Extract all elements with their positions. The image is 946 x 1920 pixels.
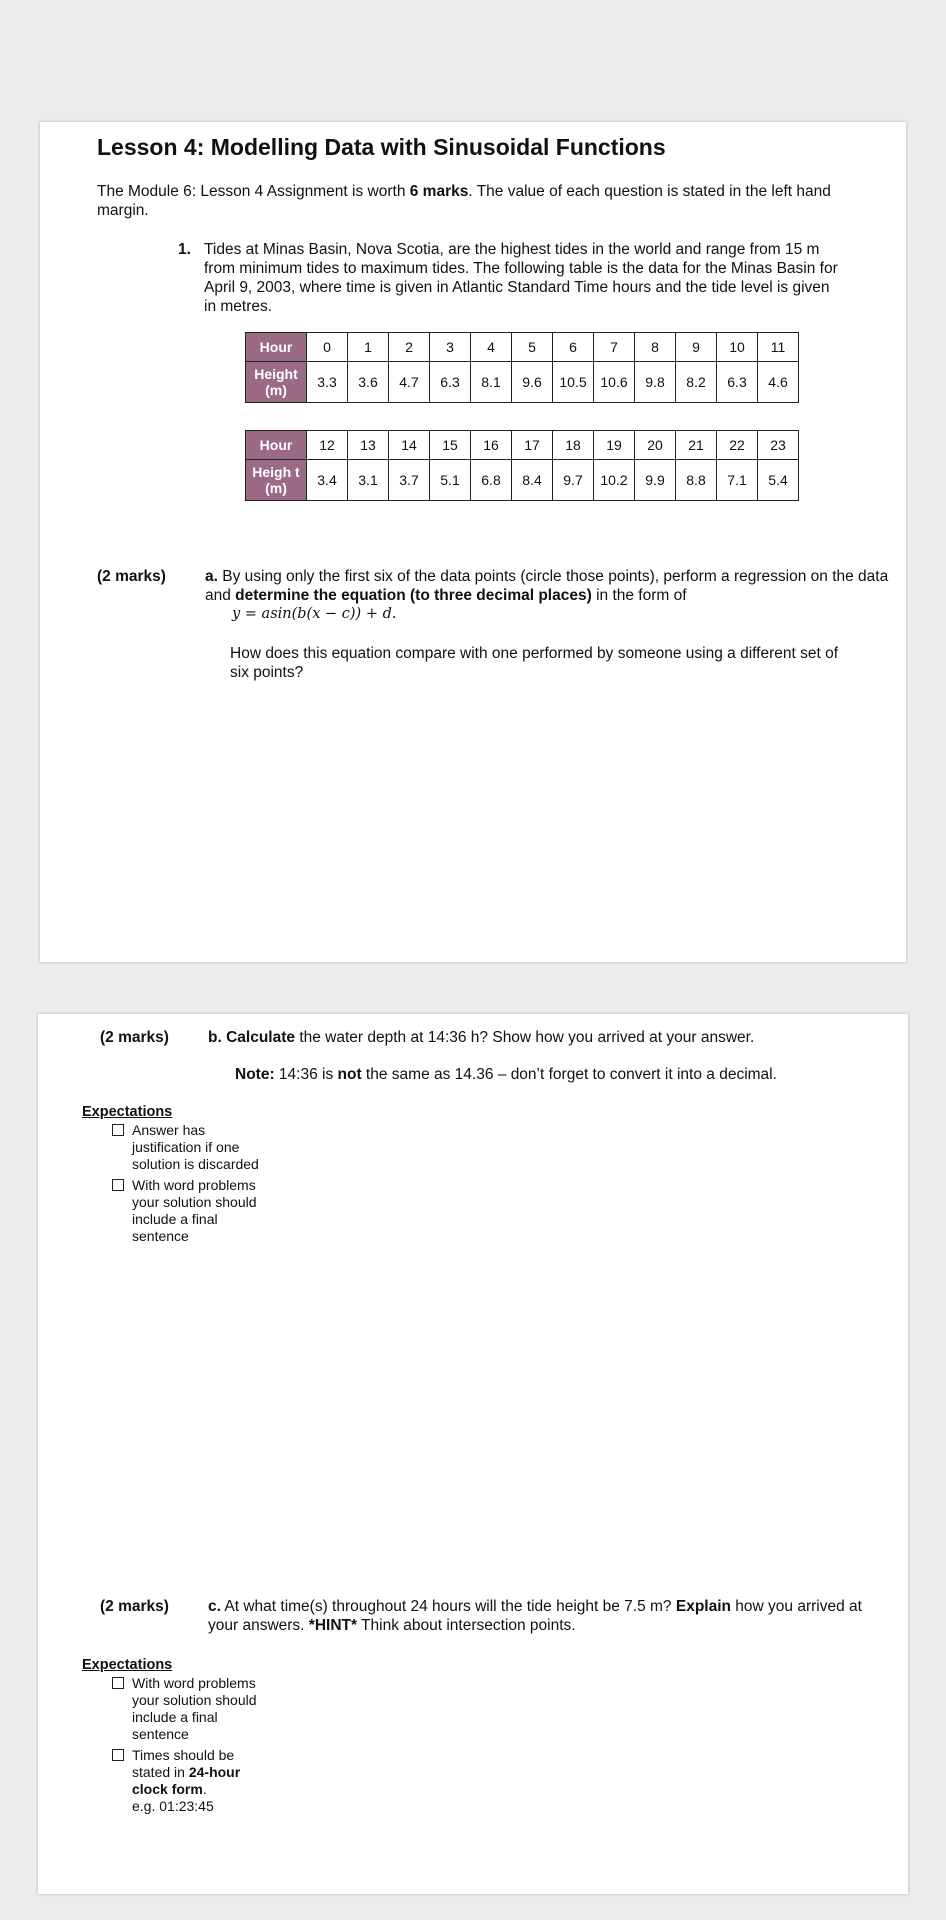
question-b-text — [208, 1028, 868, 1047]
table-cell-hour: 10 — [717, 333, 758, 362]
table-cell-height: 4.6 — [758, 362, 799, 403]
table-header-hour: Hour — [246, 431, 307, 460]
question-a-formula: y = asin(b(x − c)) + d. — [232, 606, 397, 622]
table-cell-height: 5.4 — [758, 460, 799, 501]
table-cell-hour: 16 — [471, 431, 512, 460]
table-cell-height: 9.6 — [512, 362, 553, 403]
table-cell-height: 6.3 — [717, 362, 758, 403]
question-c-text-1: At what time(s) throughout 24 hours will the tide height be 7.5 m? — [220, 1598, 676, 1615]
question-b-letter: b. — [208, 1029, 222, 1046]
expectations-heading: Expectations — [82, 1657, 173, 1673]
intro-text: The Module 6: Lesson 4 Assignment is worth — [97, 183, 410, 200]
tide-table-hours-12-23 — [245, 430, 799, 501]
table-row-heights — [246, 362, 799, 403]
table-cell-height: 5.1 — [430, 460, 471, 501]
question-b-marks: (2 marks) — [100, 1029, 169, 1046]
table-cell-height: 9.9 — [635, 460, 676, 501]
table-cell-hour: 15 — [430, 431, 471, 460]
table-cell-hour: 17 — [512, 431, 553, 460]
expectation-text: With word problems your solution should include a final sentence — [132, 1177, 257, 1244]
question-1-number: 1. — [178, 241, 191, 258]
table-cell-height: 7.1 — [717, 460, 758, 501]
expectation-item — [112, 1675, 272, 1743]
table-cell-height: 10.5 — [553, 362, 594, 403]
table-cell-height: 6.3 — [430, 362, 471, 403]
question-c-bold-explain: Explain — [675, 1598, 731, 1615]
document-page-2 — [38, 1014, 908, 1894]
table-header-height: Height (m) — [246, 362, 307, 403]
note-bold: not — [337, 1066, 362, 1083]
table-cell-hour: 22 — [717, 431, 758, 460]
question-b-text-body: the water depth at 14:36 h? Show how you arrived at your answer. — [295, 1029, 755, 1046]
expectation-example: e.g. 01:23:45 — [132, 1798, 214, 1814]
table-cell-hour: 18 — [553, 431, 594, 460]
table-cell-hour: 8 — [635, 333, 676, 362]
table-header-height: Heigh t (m) — [246, 460, 307, 501]
table-cell-height: 8.8 — [676, 460, 717, 501]
table-cell-height: 9.8 — [635, 362, 676, 403]
question-a-letter: a. — [205, 568, 218, 585]
note-text-2: the same as 14.36 – don’t forget to convert it into a decimal. — [361, 1066, 777, 1083]
checkbox-icon[interactable] — [112, 1677, 124, 1689]
note-label: Note: — [235, 1066, 275, 1083]
question-a-text — [205, 567, 895, 605]
intro-paragraph — [97, 182, 867, 220]
table-cell-hour: 0 — [307, 333, 348, 362]
table-cell-height: 8.2 — [676, 362, 717, 403]
table-cell-height: 10.2 — [594, 460, 635, 501]
table-cell-hour: 1 — [348, 333, 389, 362]
expectation-text: Answer has justification if one solution is discarded — [132, 1122, 259, 1172]
intro-bold-marks: 6 marks — [409, 183, 469, 200]
question-c-bold-hint: *HINT* — [308, 1617, 358, 1634]
question-a-text-1: By using only the first six of the data points (circle those points), perform a regression on the data and — [205, 568, 889, 604]
table-cell-height: 8.1 — [471, 362, 512, 403]
note-text-1: 14:36 is — [274, 1066, 338, 1083]
table-cell-height: 3.4 — [307, 460, 348, 501]
table-cell-height: 6.8 — [471, 460, 512, 501]
question-b-bold: Calculate — [226, 1029, 296, 1046]
question-a-marks: (2 marks) — [97, 568, 166, 585]
table-cell-height: 3.7 — [389, 460, 430, 501]
expectation-item — [112, 1747, 272, 1815]
table-cell-hour: 6 — [553, 333, 594, 362]
intro-text-end: . The value of each question is stated in the left hand margin. — [97, 183, 831, 219]
table-cell-hour: 9 — [676, 333, 717, 362]
expectation-item — [112, 1177, 272, 1245]
question-a-bold: determine the equation (to three decimal places) — [235, 587, 592, 604]
table-cell-hour: 5 — [512, 333, 553, 362]
table-cell-hour: 19 — [594, 431, 635, 460]
table-cell-hour: 20 — [635, 431, 676, 460]
question-1-text: Tides at Minas Basin, Nova Scotia, are the highest tides in the world and range from 15 m from minimum tides to maximum tides. The following table is the data for the Minas Basin for April 9, 2003, where time is given in Atlantic Standard Time hours and the tide level is given in metres. — [204, 241, 838, 315]
table-cell-hour: 7 — [594, 333, 635, 362]
expectations-list-b — [112, 1122, 272, 1245]
table-header-hour: Hour — [246, 333, 307, 362]
question-a-followup: How does this equation compare with one performed by someone using a different set of six points? — [230, 645, 839, 681]
question-a-text-2: in the form of — [591, 587, 687, 604]
table-cell-height: 3.1 — [348, 460, 389, 501]
note-line — [235, 1065, 875, 1084]
table-cell-height: 4.7 — [389, 362, 430, 403]
expectation-text-bold: 24-hour clock form — [132, 1764, 241, 1797]
table-cell-height: 10.6 — [594, 362, 635, 403]
question-c-text — [208, 1597, 868, 1635]
question-c-text-3: Think about intersection points. — [357, 1617, 576, 1634]
table-cell-hour: 3 — [430, 333, 471, 362]
checkbox-icon[interactable] — [112, 1749, 124, 1761]
expectations-heading: Expectations — [82, 1104, 173, 1120]
expectation-text-pre: Times should be stated in — [132, 1747, 235, 1780]
table-cell-hour: 12 — [307, 431, 348, 460]
table-cell-height: 8.4 — [512, 460, 553, 501]
table-cell-hour: 4 — [471, 333, 512, 362]
checkbox-icon[interactable] — [112, 1179, 124, 1191]
question-c-text-2: how you arrived at your answers. — [208, 1598, 862, 1634]
question-c-marks: (2 marks) — [100, 1598, 169, 1615]
table-row-hours — [246, 431, 799, 460]
table-row-heights — [246, 460, 799, 501]
expectation-item — [112, 1122, 272, 1173]
expectation-text-post: . — [202, 1781, 207, 1797]
expectations-list-c — [112, 1675, 272, 1815]
expectation-text: With word problems your solution should include a final sentence — [132, 1675, 257, 1742]
table-cell-hour: 11 — [758, 333, 799, 362]
document-page-1 — [40, 122, 906, 962]
table-cell-height: 3.3 — [307, 362, 348, 403]
table-cell-hour: 14 — [389, 431, 430, 460]
table-cell-height: 3.6 — [348, 362, 389, 403]
table-cell-hour: 23 — [758, 431, 799, 460]
table-row-hours — [246, 333, 799, 362]
table-cell-hour: 13 — [348, 431, 389, 460]
lesson-title: Lesson 4: Modelling Data with Sinusoidal Functions — [97, 134, 666, 160]
expectation-text — [132, 1747, 272, 1815]
tide-table-hours-0-11 — [245, 332, 799, 403]
question-c-letter: c. — [208, 1598, 221, 1615]
checkbox-icon[interactable] — [112, 1124, 124, 1136]
table-cell-hour: 21 — [676, 431, 717, 460]
table-cell-hour: 2 — [389, 333, 430, 362]
table-cell-height: 9.7 — [553, 460, 594, 501]
